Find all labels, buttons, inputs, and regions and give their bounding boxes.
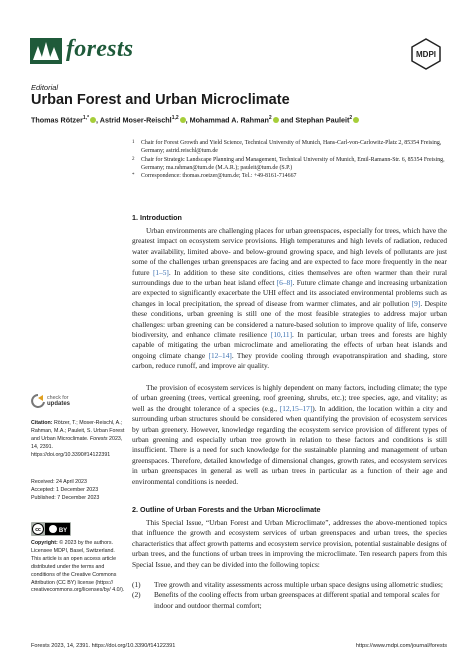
author-affil-mark: 2 [349, 115, 353, 121]
outline-paragraph: This Special Issue, “Urban Forest and Urban Microclimate”, addresses the above-mentioned topics that influence the growth and ecosystem services of urban greenspaces and urban trees, the species characteristics that affect growth patterns and ecosystem service provision, potential sustainable designs of urban trees, and the functions of urban trees in improving the microclimate. Ten research papers from this Special Issue, and they can be divided into the following topics: [132, 518, 447, 569]
section-heading-introduction: 1. Introduction [132, 213, 182, 222]
page-footer [31, 643, 447, 649]
journal-name: forests [66, 36, 134, 62]
received-date: Received: 24 April 2023 [31, 479, 87, 485]
affiliation-item: * Correspondence: thomas.roetzer@tum.de; Tel.: +49-8161-714667 [132, 173, 297, 180]
orcid-icon[interactable] [273, 117, 279, 123]
updates-label: updates [47, 401, 71, 407]
author-list: Thomas Rötzer$^{1,*}$ , Astrid Moser-Reischl$^{1,2}$ , Mohammad A. Rahman$^2$ and Stephan Pauleit$^2$ [31, 115, 359, 124]
author-affil-mark: 1,2 [171, 115, 179, 121]
citation-link[interactable]: [6–8] [276, 278, 293, 288]
license-block: Copyright: © 2023 by the authors. Licensee MDPI, Basel, Switzerland. This article is an open access article distributed under the terms and conditions of the Creative Commons Attribution (CC BY) license (https:// creativecommons.org/licenses/by/ 4.0/). [31, 540, 125, 594]
affiliations [132, 139, 452, 180]
list-item: (2) Benefits of the cooling effects from urban greenspaces at different spatial and temporal scales for indoor and outdoor thermal comfort; [132, 590, 440, 610]
author-affil-mark: 1,* [82, 115, 90, 121]
publisher-name: MDPI [416, 50, 436, 59]
author-affil-mark: 2 [268, 115, 272, 121]
list-item: (1) Tree growth and vitality assessments across multiple urban space designs using allometric studies; [132, 580, 443, 589]
orcid-icon[interactable] [353, 117, 359, 123]
section-type: Editorial [31, 83, 59, 92]
intro-paragraph-1: Urban environments are challenging places for urban greenspaces, especially for trees, which have the greatest impact on ecosystem service provisions. High temperatures and high levels of radiation, reduced water availability, limited above- and below-ground growing space, and high levels of pollutants are just some of the challenges urban greenspaces are facing and are expected to face more frequently in the near future [1–5]. In addition to these site conditions, cities themselves are often warmer than their rural surroundings due to the urban heat island effect [6–8]. Future climate change and increasing urbanization are expected to significantly exacerbate the UHI effect and its associated environmental problems such as changes in local precipitation, the spread of disease from warmer climates, and air pollution [9]. Despite these conditions, urban greening is still one of the most feasible strategies to address major urban challenges: urban greening can be considered a nature-based solution to improve quality of life, conserve biodiversity, and enhance climate resilience [10,11]. In particular, urban trees and forests are highly capable of mitigating the urban microclimate and ameliorating the effects of urban heat islands and ongoing climate change [12–14]. They provide cooling through evapotranspiration and shading, store carbon, reduce runoff, and improve air quality. [132, 226, 447, 371]
topic-list [132, 580, 447, 611]
accepted-date: Accepted: 1 December 2023 [31, 486, 99, 493]
affiliation-item: 1 Chair for Forest Growth and Yield Science, Technical University of Munich, Hans-Carl-von-Carlowitz-Platz 2, 85354 Freising, Germany; astrid.reischl@tum.de [132, 140, 442, 155]
published-date: Published: 7 December 2023 [31, 494, 100, 501]
cc-by-license-icon[interactable] [31, 522, 71, 536]
author-name: Astrid Moser-Reischl [99, 115, 172, 125]
author-name: Stephan Pauleit [295, 115, 350, 125]
footer-citation[interactable]: Forests 2023, 14, 2391. https://doi.org/10.3390/f14122391 [31, 643, 176, 649]
section-heading-outline: 2. Outline of Urban Forests and the Urban Microclimate [132, 505, 321, 514]
intro-paragraph-2: The provision of ecosystem services is highly dependent on many factors, including climate; the type of urban greening (trees, vertical greening, roof greening, shrubs, etc.); tree species, age, and vitality; as well as the drought tolerance of a species (e.g., [12,15–17]). In addition, the location within a city and surrounding urban structures should be considered when quantifying the provision of ecosystem services by urban greenery. However, knowledge regarding the ecosystem service provision of different types of urban greening and especially urban tree growth in relation to these factors and conditions is still insufficient. There is a need for such knowledge for the sustainable planning and management of urban greenspaces. Therefore, detailed knowledge of dimensional changes, growth rates, and ecosystem services in urban greenspaces in general as well as urban trees in particular as a function of their age and environmental conditions is needed. [132, 383, 447, 486]
svg-text:cc: cc [35, 527, 41, 533]
check-label: check for [47, 395, 69, 401]
citation-link[interactable]: [12–14] [208, 350, 232, 360]
citation-link[interactable]: [9] [411, 298, 421, 308]
article-title: Urban Forest and Urban Microclimate [31, 92, 290, 108]
dates-block [31, 479, 126, 503]
citation-link[interactable]: [12,15–17] [279, 403, 313, 413]
check-for-updates-button[interactable] [31, 392, 91, 412]
author-name: Mohammad A. Rahman [189, 115, 269, 125]
author-name: Thomas Rötzer [31, 115, 83, 125]
footer-journal-link[interactable]: https://www.mdpi.com/journal/forests [355, 643, 447, 649]
citation-block: Citation: Rötzer, T.; Moser-Reischl, A.; Rahman, M.A.; Pauleit, S. Urban Forest and Urban Microclimate. Forests 2023, 14, 2391. https://doi.org/10.3390/f14122391 [31, 420, 125, 458]
mdpi-logo-icon [410, 38, 442, 70]
svg-text:BY: BY [58, 528, 68, 534]
affiliation-item: 2 Chair for Strategic Landscape Planning and Management, Technical University of Munich, Emil-Ramann-Str. 6, 85354 Freising, Germany; ma.rahman@tum.de (M.A.R.); pauleit@tum.de (S.P.) [132, 156, 445, 171]
citation-link[interactable]: [10,11] [270, 330, 293, 340]
citation-link[interactable]: [1–5] [152, 267, 169, 277]
journal-logo-icon [30, 38, 62, 64]
check-updates-icon [31, 394, 45, 410]
